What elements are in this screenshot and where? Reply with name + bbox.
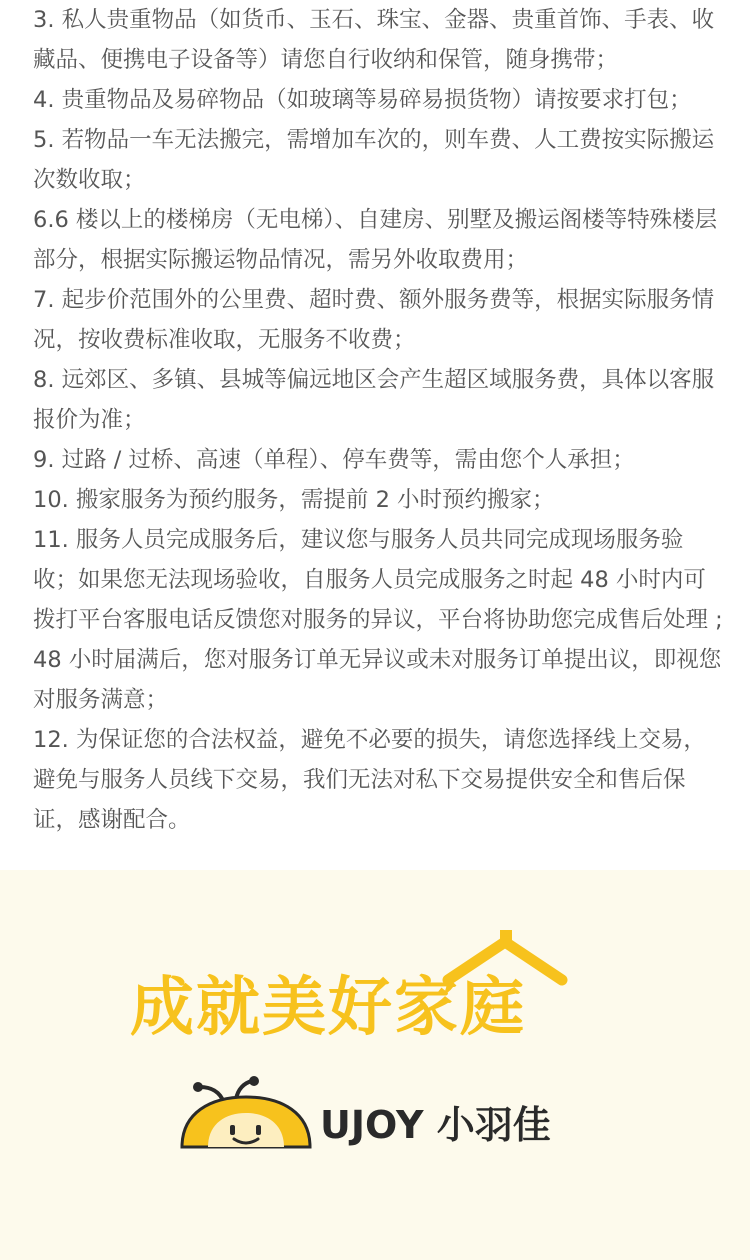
note-item-8: 8. 远郊区、多镇、县城等偏远地区会产生超区域服务费，具体以客服报价为准； xyxy=(33,367,715,433)
note-item-6: 6.6 楼以上的楼梯房（无电梯）、自建房、别墅及搬运阁楼等特殊楼层部分，根据实际搬运物品情况，需另外收取费用； xyxy=(33,207,718,273)
note-item-4: 4. 贵重物品及易碎物品（如玻璃等易碎易损货物）请按要求打包； xyxy=(33,87,692,113)
note-item-12: 12. 为保证您的合法权益，避免不必要的损失，请您选择线上交易，避免与服务人员线下交易，我们无法对私下交易提供安全和售后保证，感谢配合。 xyxy=(33,727,706,833)
slogan-block xyxy=(130,928,600,1053)
note-item-5: 5. 若物品一车无法搬完，需增加车次的，则车费、人工费按实际搬运次数收取； xyxy=(33,127,715,193)
note-item-10: 10. 搬家服务为预约服务，需提前 2 小时预约搬家； xyxy=(33,487,555,513)
service-notes-list xyxy=(33,0,728,840)
brand-logo xyxy=(180,1075,580,1155)
brand-footer xyxy=(0,870,750,1260)
note-item-11: 11. 服务人员完成服务后，建议您与服务人员共同完成现场服务验收；如果您无法现场验收，自服务人员完成服务之时起 48 小时内可拨打平台客服电话反馈您对服务的异议，平台将协助您完成售后处理 ;48 小时届满后，您对服务订单无异议或未对服务订单提出议，即视您对服务满意； xyxy=(33,527,723,713)
note-item-7: 7. 起步价范围外的公里费、超时费、额外服务费等，根据实际服务情况，按收费标准收取，无服务不收费； xyxy=(33,287,715,353)
note-item-9: 9. 过路 / 过桥、高速（单程）、停车费等，需由您个人承担； xyxy=(33,447,635,473)
brand-name: UJOY 小羽佳 xyxy=(320,1103,551,1147)
slogan-text: 成就美好家庭 xyxy=(130,971,526,1045)
note-item-3: 3. 私人贵重物品（如货币、玉石、珠宝、金器、贵重首饰、手表、收藏品、便携电子设备等）请您自行收纳和保管，随身携带； xyxy=(33,7,715,73)
bee-mascot-icon xyxy=(180,1075,315,1155)
